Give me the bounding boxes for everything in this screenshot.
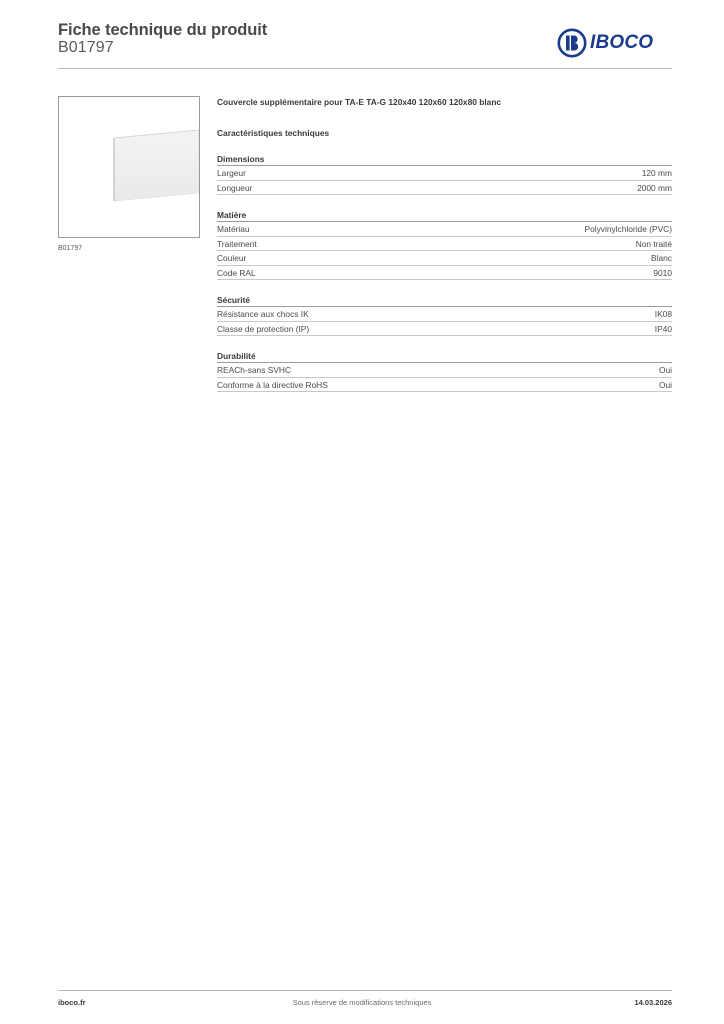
logo-wordmark: IBOCO [590,32,654,53]
spec-value: 120 mm [641,168,672,178]
cover-panel-illustration [59,97,199,237]
spec-row [217,266,672,281]
spec-value: 2000 mm [637,182,672,193]
spec-row [217,222,672,237]
spec-value: Polyvinylchloride (PVC) [584,224,672,234]
group-heading: Dimensions [217,153,672,166]
spec-value: Oui [658,379,672,390]
footer-note: Sous réserve de modifications techniques [292,998,432,1007]
spec-label: Conforme à la directive RoHS [217,379,328,390]
spec-row [217,251,672,266]
spec-group-securite [217,294,672,336]
spec-row [217,181,672,196]
spec-value: Blanc [651,253,672,263]
product-image [58,96,200,238]
spec-content [217,96,672,392]
spec-group-durabilite [217,350,672,392]
group-heading: Sécurité [217,294,672,307]
spec-label: Couleur [217,253,247,263]
footer-date: 14.03.2026 [634,998,672,1007]
footer-divider [58,990,672,991]
spec-label: Matériau [217,224,250,234]
group-heading: Matière [217,209,672,222]
spec-label: Code RAL [217,267,256,278]
spec-value: IK08 [654,309,672,319]
iboco-logo [557,28,653,58]
spec-label: REACh-sans SVHC [217,365,292,375]
spec-group-dimensions [217,153,672,195]
spec-label: Longueur [217,182,253,193]
spec-row [217,378,672,393]
spec-label: Classe de protection (IP) [217,323,310,334]
spec-row [217,322,672,337]
spec-value: 9010 [653,267,672,278]
section-title: Caractéristiques techniques [217,128,330,138]
page-title: Fiche technique du produit [58,21,268,39]
header-divider [58,68,672,69]
spec-group-matiere [217,209,672,280]
group-heading: Durabilité [217,350,672,363]
product-code: B01797 [58,39,114,56]
iboco-logo-icon [557,28,587,58]
spec-label: Largeur [217,168,246,178]
spec-value: IP40 [654,323,672,334]
spec-label: Résistance aux chocs IK [217,309,309,319]
footer-website-link[interactable]: iboco.fr [58,998,86,1007]
spec-row [217,237,672,252]
image-caption: B01797 [58,245,83,252]
spec-value: Oui [658,365,672,375]
spec-row [217,307,672,322]
spec-label: Traitement [217,238,257,249]
spec-row [217,166,672,181]
spec-row [217,363,672,378]
product-title: Couvercle supplémentaire pour TA-E TA-G 120x40 120x60 120x80 blanc [217,97,502,107]
spec-value: Non traité [635,238,672,249]
